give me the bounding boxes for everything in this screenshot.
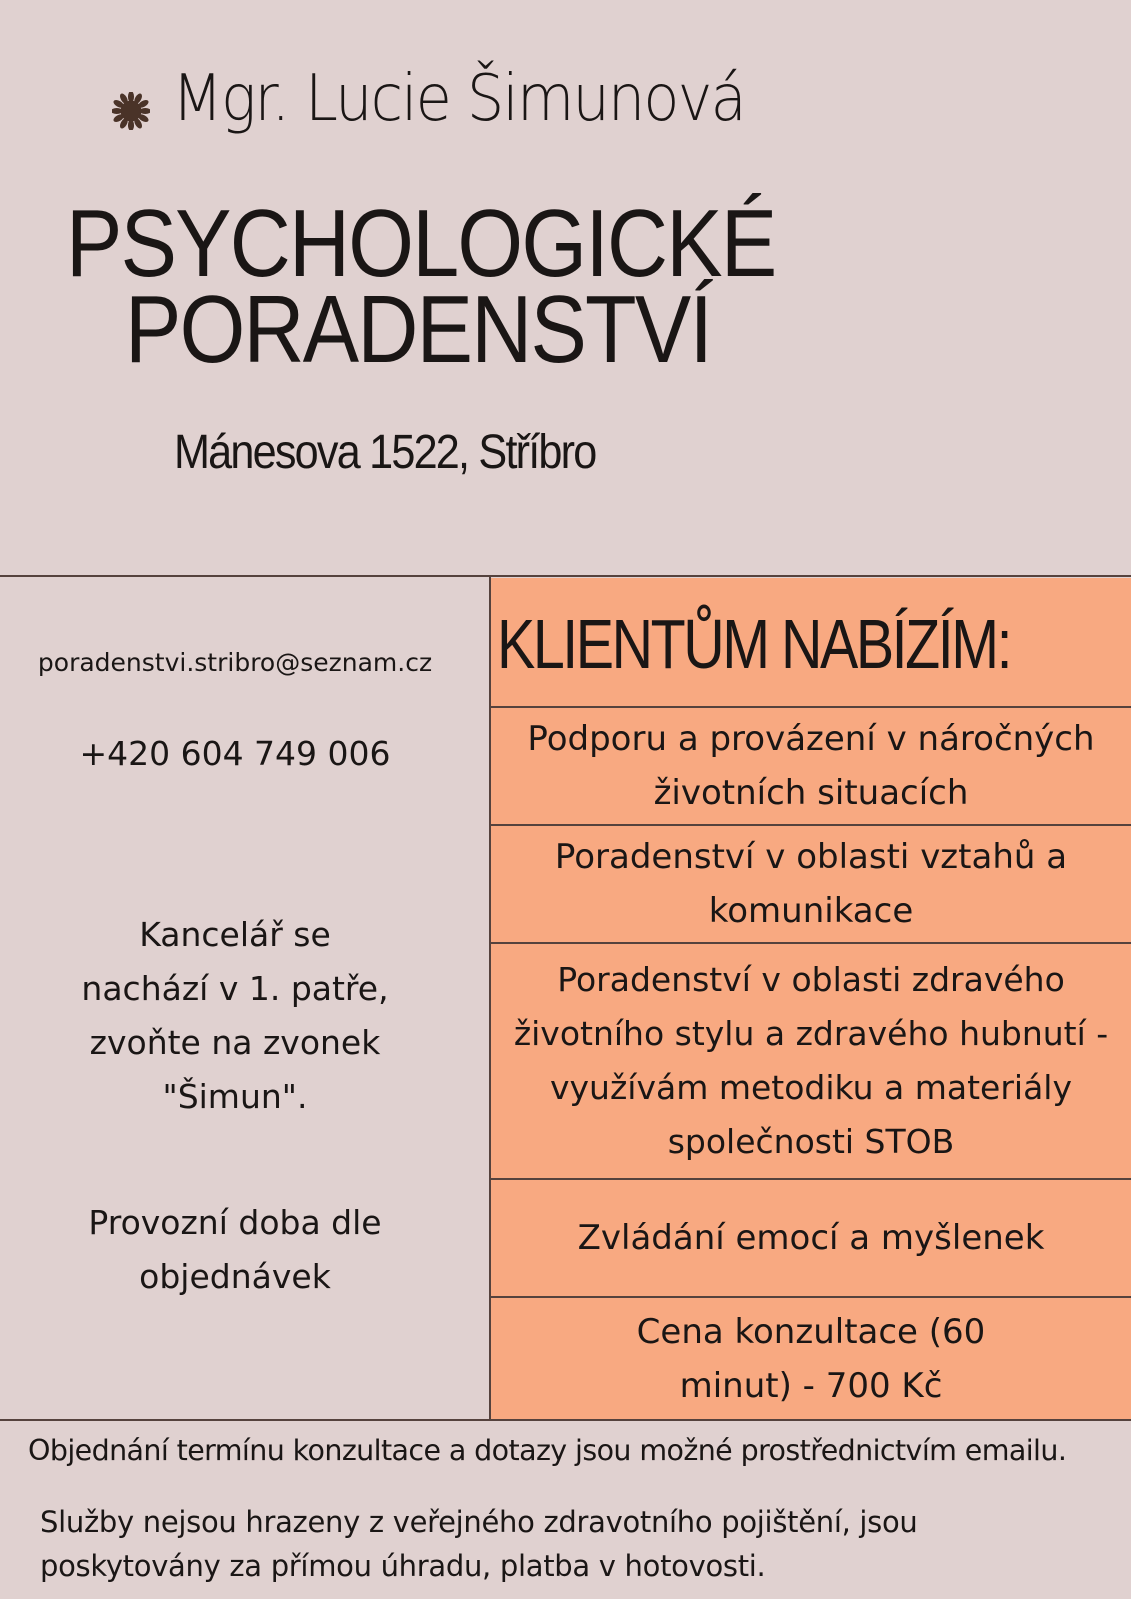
opening-hours-text: Provozní doba dle objednávek — [88, 1203, 382, 1296]
offer-item-price — [491, 1298, 1131, 1420]
offer-item-text: Podporu a provázení v náročných životních situacích — [527, 719, 1095, 813]
page-title-line1: PSYCHOLOGICKÉ — [66, 190, 776, 297]
offer-item — [491, 826, 1131, 944]
offer-item-text: Poradenství v oblasti zdravého životního stylu a zdravého hubnutí - využívám metodiku a materiály společnosti STOB — [513, 960, 1109, 1161]
offer-item-text: Cena konzultace (60 minut) - 700 Kč — [636, 1312, 986, 1406]
offer-item — [491, 1180, 1131, 1298]
offer-heading: KLIENTŮM NABÍZÍM: — [497, 605, 1011, 683]
office-location-text: Kancelář se nachází v 1. patře, zvoňte na zvonek "Šimun". — [81, 915, 389, 1116]
email-link[interactable]: poradenstvi.stribro@seznam.cz — [37, 648, 433, 677]
offer-heading-box — [491, 578, 1131, 708]
offer-item — [491, 944, 1131, 1180]
office-address: Mánesova 1522, Stříbro — [174, 426, 596, 479]
divider-top — [0, 575, 1131, 577]
divider-bottom — [0, 1419, 1131, 1421]
flower-icon — [112, 92, 150, 130]
offer-column — [491, 578, 1131, 1420]
page-title-line2: PORADENSTVÍ — [125, 276, 712, 383]
offer-item-text: Zvládání emocí a myšlenek — [577, 1218, 1045, 1258]
office-location-note — [0, 908, 470, 1124]
offer-item-text: Poradenství v oblasti vztahů a komunikace — [554, 837, 1068, 931]
insurance-note-text: Služby nejsou hrazeny z veřejného zdravotního pojištění, jsou poskytovány za přímou úhradu, platba v hotovosti. — [40, 1505, 918, 1583]
header-section — [0, 0, 1131, 576]
counselor-name: Mgr. Lucie Šimunová — [172, 62, 745, 136]
phone-number[interactable]: +420 604 749 006 — [79, 734, 391, 773]
offer-item — [491, 708, 1131, 826]
contact-column — [0, 578, 489, 1420]
booking-note: Objednání termínu konzultace a dotazy jsou možné prostřednictvím emailu. — [28, 1434, 1067, 1467]
opening-hours — [0, 1196, 470, 1304]
insurance-note — [40, 1500, 1040, 1588]
